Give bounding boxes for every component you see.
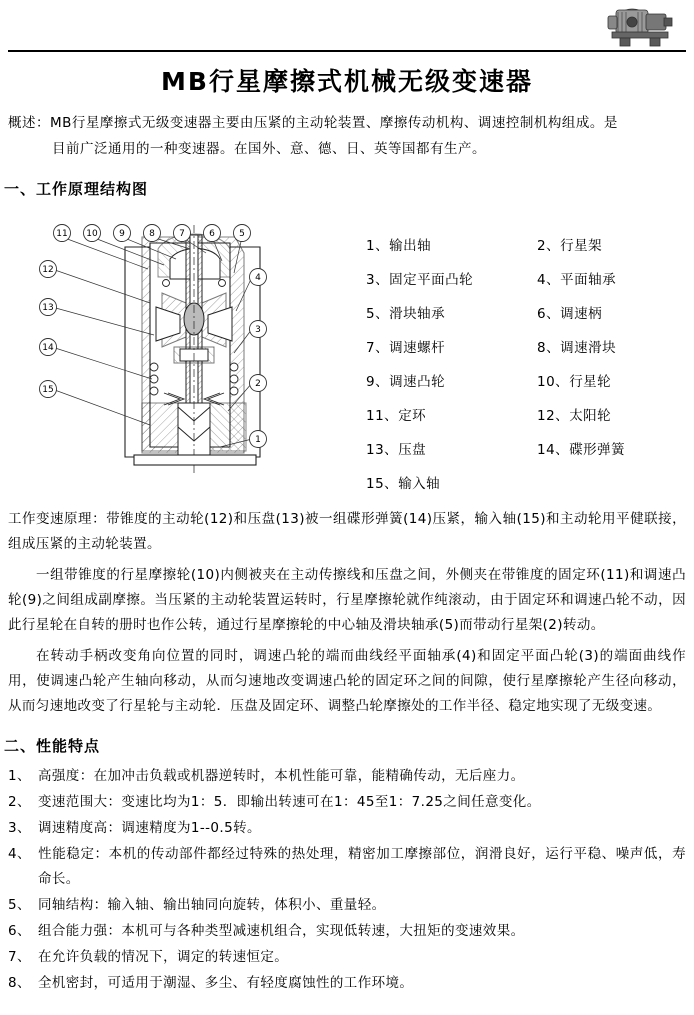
parts-row <box>360 365 694 399</box>
svg-text:14: 14 <box>42 343 54 353</box>
feature-item-3 <box>8 816 686 841</box>
part-item-15 <box>360 467 527 501</box>
section-title-1: 一、工作原理结构图 <box>4 180 149 198</box>
part-label: 行星轮 <box>569 374 612 390</box>
svg-text:2: 2 <box>255 379 261 389</box>
feature-text: 同轴结构：输入轴、输出轴同向旋转，体积小、重量轻。 <box>38 897 386 913</box>
intro-paragraph <box>8 110 684 162</box>
part-label: 固定平面凸轮 <box>389 272 474 288</box>
feature-text: 调速精度高：调速精度为1--0.5转。 <box>38 820 261 836</box>
parts-row <box>360 263 694 297</box>
svg-text:11: 11 <box>56 229 68 239</box>
principle-paragraph-1: 工作变速原理：带锥度的主动轮(12)和压盘(13)被一组碟形弹簧(14)压紧，输入轴(15)和主动轮用平健联接，组成压紧的主动轮装置。 <box>8 511 686 552</box>
part-label: 行星架 <box>560 238 603 254</box>
principle-paragraph-3: 在转动手柄改变角向位置的同时，调速凸轮的端而曲线经平面轴承(4)和固定平面凸轮(3)的端面曲线作用，使调速凸轮产生轴向移动，从而匀速地改变调速凸轮的固定环之间的间隙，使行星摩擦轮产生径向移动，从而匀速地改变了行星轮与主动轮．压盘及固定环、调整凸轮摩擦处的工作半径、稳定地实现了无级变速。 <box>8 648 686 714</box>
part-label: 太阳轮 <box>569 408 612 424</box>
part-label: 输入轴 <box>398 476 441 492</box>
part-label: 平面轴承 <box>560 272 617 288</box>
svg-text:4: 4 <box>255 273 261 283</box>
part-number: 7、 <box>366 340 390 356</box>
parts-row <box>360 297 694 331</box>
machine-motor-icon <box>602 2 680 50</box>
part-label: 滑块轴承 <box>389 306 446 322</box>
part-item-2 <box>527 229 694 263</box>
gearbox-cross-section-drawing <box>30 207 360 497</box>
part-number: 1、 <box>366 238 390 254</box>
parts-row <box>360 229 694 263</box>
page-title: MB行星摩擦式机械无级变速器 <box>161 67 533 96</box>
feature-item-4 <box>8 842 686 892</box>
svg-text:12: 12 <box>42 265 54 275</box>
part-item-6 <box>527 297 694 331</box>
feature-number: 1、 <box>8 768 31 784</box>
part-label: 调速滑块 <box>560 340 617 356</box>
part-number: 13、 <box>366 442 399 458</box>
part-number: 11、 <box>366 408 399 424</box>
parts-legend <box>360 207 694 501</box>
feature-text: 全机密封，可适用于潮湿、多尘、有轻度腐蚀性的工作环境。 <box>38 975 414 991</box>
part-item-1 <box>360 229 527 263</box>
part-label: 调速凸轮 <box>389 374 446 390</box>
part-item-10 <box>527 365 694 399</box>
part-number: 14、 <box>537 442 570 458</box>
feature-text: 性能稳定：本机的传动部件都经过特殊的热处理，精密加工摩擦部位，润滑良好，运行平稳、噪声低，寿命长。 <box>38 846 686 887</box>
part-number: 15、 <box>366 476 399 492</box>
intro-line-2: 目前广泛通用的一种变速器。在国外、意、德、日、英等国都有生产。 <box>52 141 486 157</box>
svg-text:7: 7 <box>179 229 185 239</box>
feature-number: 5、 <box>8 897 31 913</box>
svg-text:15: 15 <box>42 385 54 395</box>
svg-text:10: 10 <box>86 229 98 239</box>
part-label: 压盘 <box>398 442 427 458</box>
svg-text:1: 1 <box>255 435 261 445</box>
parts-row <box>360 331 694 365</box>
part-number: 4、 <box>537 272 561 288</box>
feature-text: 组合能力强：本机可与各种类型减速机组合，实现低转速，大扭矩的变速效果。 <box>38 923 525 939</box>
feature-number: 8、 <box>8 975 31 991</box>
part-number: 12、 <box>537 408 570 424</box>
part-number: 3、 <box>366 272 390 288</box>
principle-paragraph-2: 一组带锥度的行星摩擦轮(10)内侧被夹在主动传擦线和压盘之间，外侧夹在带锥度的固定环(11)和调速凸轮(9)之间组成副摩擦。当压紧的主动轮装置运转时，行星摩擦轮就作纯滚动，由于固定环和调速凸轮不动，因此行星轮在自转的册时也作公转，通过行星摩擦轮的中心轴及滑块轴承(5)而带动行星架(2)转动。 <box>8 567 686 633</box>
part-number: 2、 <box>537 238 561 254</box>
svg-text:9: 9 <box>119 229 125 239</box>
part-item-3 <box>360 263 527 297</box>
part-item-5 <box>360 297 527 331</box>
part-number: 8、 <box>537 340 561 356</box>
part-label: 调速柄 <box>560 306 603 322</box>
part-number: 6、 <box>537 306 561 322</box>
structure-diagram <box>0 207 360 497</box>
part-item-4 <box>527 263 694 297</box>
section-title-2: 二、性能特点 <box>4 737 101 755</box>
feature-number: 4、 <box>8 846 31 862</box>
feature-item-1 <box>8 764 686 789</box>
part-item-11 <box>360 399 527 433</box>
feature-number: 7、 <box>8 949 31 965</box>
feature-item-2 <box>8 790 686 815</box>
part-label: 碟形弹簧 <box>569 442 626 458</box>
feature-number: 6、 <box>8 923 31 939</box>
diagram-and-parts <box>0 207 694 501</box>
part-item-8 <box>527 331 694 365</box>
part-number: 9、 <box>366 374 390 390</box>
header-divider <box>8 50 686 52</box>
feature-text: 在允许负载的情况下，调定的转速恒定。 <box>38 949 289 965</box>
part-item-12 <box>527 399 694 433</box>
part-number: 10、 <box>537 374 570 390</box>
part-item-9 <box>360 365 527 399</box>
svg-text:5: 5 <box>239 229 245 239</box>
parts-row <box>360 399 694 433</box>
feature-item-6 <box>8 919 686 944</box>
svg-text:8: 8 <box>149 229 155 239</box>
features-list <box>8 764 686 996</box>
feature-item-5 <box>8 893 686 918</box>
page-header <box>0 0 694 52</box>
parts-row <box>360 467 694 501</box>
part-item-7 <box>360 331 527 365</box>
part-label: 调速螺杆 <box>389 340 446 356</box>
svg-text:3: 3 <box>255 325 261 335</box>
feature-number: 2、 <box>8 794 31 810</box>
svg-text:13: 13 <box>42 303 54 313</box>
feature-item-7 <box>8 945 686 970</box>
part-item-13 <box>360 433 527 467</box>
intro-line-1: 概述：MB行星摩擦式无级变速器主要由压紧的主动轮装置、摩擦传动机构、调速控制机构组成。是 <box>8 115 618 131</box>
feature-item-8 <box>8 971 686 996</box>
feature-text: 变速范围大：变速比均为1：5．即输出转速可在1：45至1：7.25之间任意变化。 <box>38 794 541 810</box>
parts-row <box>360 433 694 467</box>
svg-text:6: 6 <box>209 229 215 239</box>
feature-number: 3、 <box>8 820 31 836</box>
part-item-14 <box>527 433 694 467</box>
part-label: 输出轴 <box>389 238 432 254</box>
feature-text: 高强度：在加冲击负载或机器逆转时，本机性能可靠，能精确传动，无后座力。 <box>38 768 525 784</box>
part-label: 定环 <box>398 408 427 424</box>
part-item-empty <box>527 467 694 501</box>
part-number: 5、 <box>366 306 390 322</box>
